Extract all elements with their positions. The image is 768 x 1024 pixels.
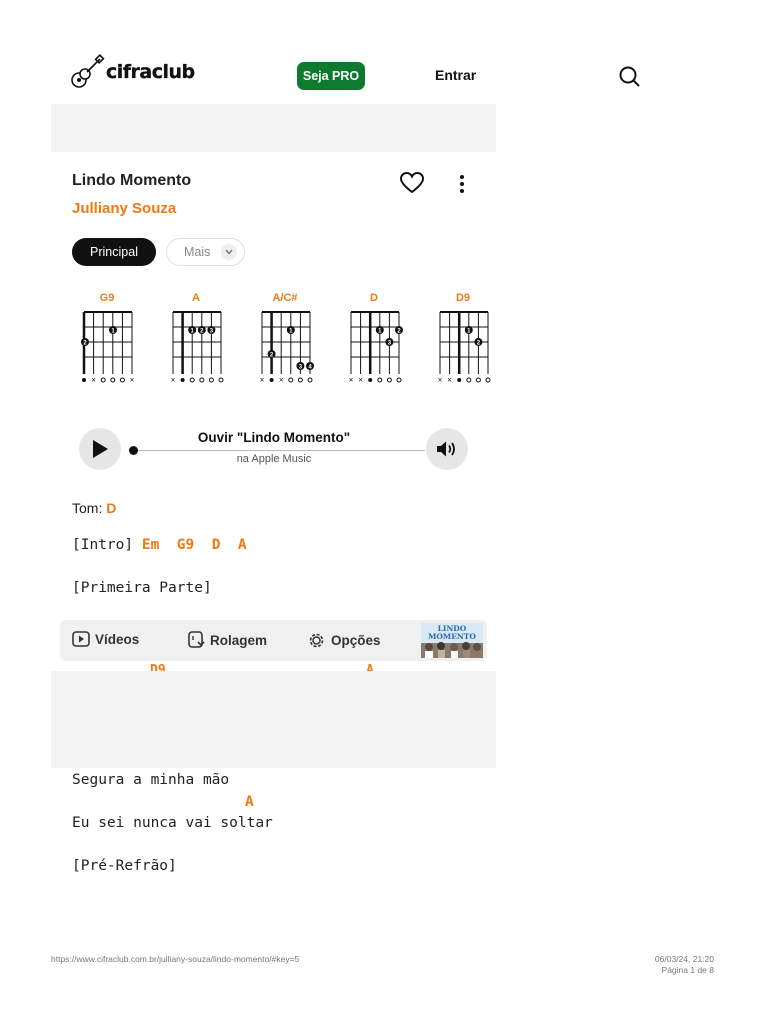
seja-pro-button[interactable]: Seja PRO [297,62,365,90]
svg-text:1: 1 [289,328,293,335]
svg-text:×: × [170,375,176,385]
svg-text:3: 3 [387,340,392,347]
print-url: https://www.cifraclub.com.br/julliany-souza/lindo-momento/#key=5 [51,954,300,964]
guitar-logo-icon [70,54,104,90]
rolagem-button[interactable] [188,631,267,649]
more-options-icon[interactable] [457,174,467,199]
lyric-line: Segura a minha mão [72,772,230,788]
svg-text:1: 1 [467,328,471,335]
volume-button[interactable] [426,428,468,470]
svg-text:1: 1 [378,328,382,335]
chevron-down-icon [221,244,237,260]
lyric-line: Eu sei nunca vai soltar [72,815,273,831]
videos-button[interactable] [72,631,139,647]
section-label: [Primeira Parte] [72,580,212,596]
chord-name: A/C# [272,292,298,304]
chord-diagram[interactable] [428,292,498,387]
album-thumbnail[interactable] [421,623,483,658]
chord-em[interactable]: Em [141,537,160,553]
chord-fretboard [72,292,142,387]
svg-text:2: 2 [200,328,204,335]
svg-text:×: × [447,375,452,385]
key-value[interactable]: D [106,500,117,516]
chord-g9[interactable]: G9 [176,537,195,553]
opcoes-button[interactable] [307,631,381,650]
svg-text:3: 3 [298,364,303,371]
svg-text:2: 2 [269,352,274,359]
svg-text:2: 2 [397,328,401,335]
key-label: Tom: [72,500,107,516]
svg-text:×: × [259,375,265,385]
chord-fretboard [428,292,498,387]
chord-fretboard [250,292,320,387]
chord-name: D [370,292,378,304]
svg-text:×: × [437,375,443,385]
song-artist[interactable]: Julliany Souza [72,200,177,217]
gear-icon [307,631,326,650]
chord-d9[interactable] [150,664,166,671]
svg-text:1: 1 [190,328,194,335]
chord-diagrams [72,292,492,387]
login-link[interactable]: Entrar [435,67,477,83]
tab-principal[interactable]: Principal [72,238,156,266]
song-key [72,500,116,516]
chord-diagram[interactable] [250,292,320,387]
chord-name: A [192,292,200,304]
opcoes-label: Opções [331,633,381,648]
svg-text:×: × [358,375,363,385]
player-subtitle: na Apple Music [236,453,312,465]
chord-fretboard [339,292,409,387]
tab-mais[interactable] [166,238,245,266]
song-title: Lindo Momento [72,172,192,189]
print-date: 06/03/24, 21:20 [654,954,714,964]
chord-name: G9 [99,292,115,304]
tab-mais-label: Mais [184,245,211,259]
video-icon [72,631,90,647]
svg-text:2: 2 [476,340,481,347]
autoscroll-icon [188,631,205,649]
play-button[interactable] [79,428,121,470]
progress-handle[interactable] [129,446,138,455]
svg-text:2: 2 [83,340,87,347]
chord-fretboard [161,292,231,387]
chord-a[interactable]: A [237,537,247,553]
section-label: [Intro] [72,537,134,553]
search-icon[interactable] [618,65,640,92]
svg-text:×: × [278,375,284,385]
cifraclub-logo[interactable] [70,54,195,90]
logo-text: cifraclub [106,61,195,83]
chord-diagram[interactable] [161,292,231,387]
chord-diagram[interactable] [339,292,409,387]
svg-text:4: 4 [308,364,312,371]
chord-a[interactable]: A [245,794,254,810]
apple-music-player [79,428,469,470]
header [0,0,768,104]
player-title: Ouvir "Lindo Momento" [197,430,351,445]
favorite-heart-icon[interactable] [400,172,424,199]
videos-label: Vídeos [95,631,140,647]
album-thumb-text: LINDO MOMENTO [428,624,476,641]
intro-line [72,537,247,553]
chord-name: D9 [455,292,471,304]
svg-text:3: 3 [209,328,214,335]
svg-text:×: × [129,375,135,385]
chord-diagram[interactable] [72,292,142,387]
svg-text:×: × [348,375,354,385]
svg-text:1: 1 [111,328,115,335]
ad-banner-middle [51,671,496,768]
floating-toolbar [60,620,487,661]
speaker-icon [436,440,458,458]
page-number: Página 1 de 8 [661,965,714,975]
print-info [655,954,714,976]
chord-a[interactable] [366,664,374,671]
svg-text:×: × [91,375,96,385]
section-label: [Pré-Refrão] [72,858,177,874]
chord-d[interactable]: D [211,537,221,553]
play-icon [91,439,109,459]
progress-track[interactable] [133,450,425,451]
ad-banner-top [51,104,496,152]
rolagem-label: Rolagem [210,632,268,648]
